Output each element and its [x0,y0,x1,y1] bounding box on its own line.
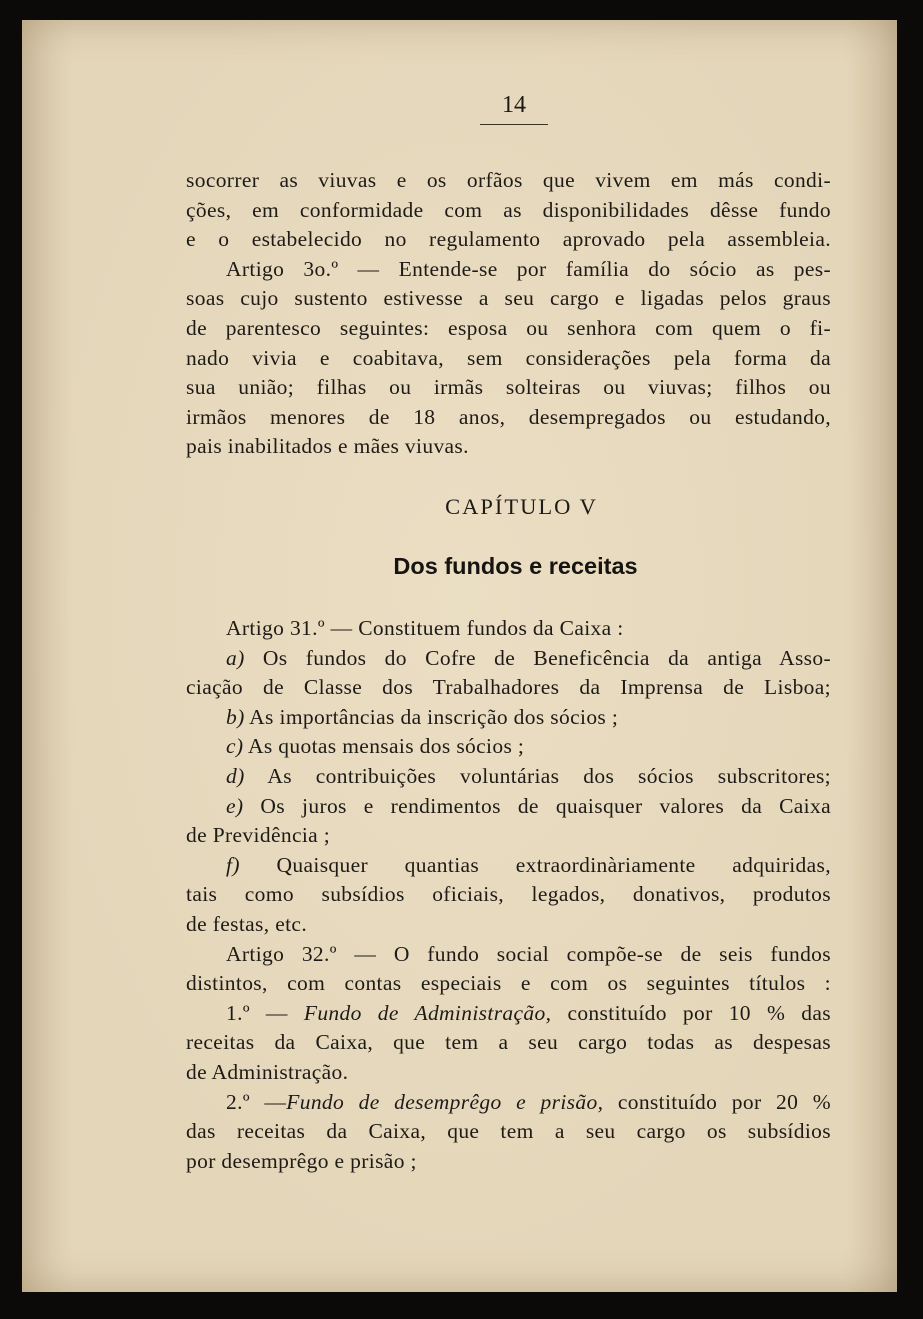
item-text: As importâncias da inscrição dos sócios ; [249,704,619,729]
item-text: As quotas mensais dos sócios ; [247,734,525,759]
article-32-intro: Artigo 32.º — O fundo social compõe-se de seis fundos [226,941,831,966]
fund-number: 2.º — [226,1089,287,1114]
item-letter: b) [226,704,245,729]
text-line: pais inabilitados e mães viuvas. [186,434,469,459]
text-line: socorrer as viuvas e os orfãos que vivem em más condi- [186,168,831,192]
article-31-intro: Artigo 31.º — Constituem fundos da Caixa : [226,616,624,640]
item-text: Os juros e rendimentos de quaisquer valores da Caixa [260,793,831,818]
fund-title: Fundo de Administração, [303,1000,552,1025]
text-line: de festas, etc. [186,911,308,936]
fund-item-2 [186,1088,831,1118]
text-line: de parentesco seguintes: esposa ou senhora com quem o fi- [186,315,831,340]
page-number: 14 [502,92,526,118]
text-line: Artigo 3o.º — Entende-se por família do sócio as pes- [226,256,831,281]
item-letter: a) [226,645,245,670]
text-line: de Previdência ; [186,823,331,848]
text-line: soas cujo sustento estivesse a seu cargo e ligadas pelos graus [186,286,831,311]
item-text: Os fundos do Cofre de Beneficência da antiga Asso- [262,645,831,670]
list-item-f [186,851,831,881]
list-item-c [186,732,831,762]
item-letter: e) [226,793,244,818]
list-item-d [186,762,831,792]
chapter-heading: CAPÍTULO V [445,494,598,519]
text-line: sua união; filhas ou irmãs solteiras ou viuvas; filhos ou [186,375,831,400]
text-line: ções, em conformidade com as disponibilidades dêsse fundo [186,197,831,222]
text-line: nado vivia e coabitava, sem considerações pela forma da [186,345,831,370]
item-letter: d) [226,763,245,788]
document-page [22,20,897,1292]
text-line: das receitas da Caixa, que tem a seu cargo os subsídios [186,1119,831,1144]
item-letter: f) [226,852,240,877]
list-item-e [186,792,831,822]
fund-item-1 [186,999,831,1029]
text-line: por desemprêgo e prisão ; [186,1148,417,1173]
fund-text: constituído por 10 % das [567,1000,831,1025]
page-number-rule [480,124,548,125]
item-letter: c) [226,734,244,759]
text-line: receitas da Caixa, que tem a seu cargo todas as despesas [186,1030,831,1055]
item-text: As contribuições voluntárias dos sócios subscritores; [267,763,831,788]
text-line: irmãos menores de 18 anos, desempregados ou estudando, [186,404,831,429]
text-line: tais como subsídios oficiais, legados, donativos, produtos [186,882,831,907]
fund-number: 1.º — [226,1000,288,1025]
list-item-a [186,644,831,674]
text-line: ciação de Classe dos Trabalhadores da Imprensa de Lisboa; [186,675,831,700]
fund-title: Fundo de desemprêgo e prisão, [286,1089,604,1114]
list-item-b [186,703,831,733]
paragraph-article-30 [186,166,831,462]
item-text: Quaisquer quantias extraordinàriamente adquiridas, [276,852,831,877]
text-line: de Administração. [186,1059,349,1084]
text-line: distintos, com contas especiais e com os seguintes títulos : [186,971,831,996]
fund-text: constituído por 20 % [617,1089,831,1114]
section-title: Dos fundos e receitas [393,553,638,579]
articles-31-32 [186,614,831,1176]
text-line: e o estabelecido no regulamento aprovado pela assembleia. [186,227,831,252]
